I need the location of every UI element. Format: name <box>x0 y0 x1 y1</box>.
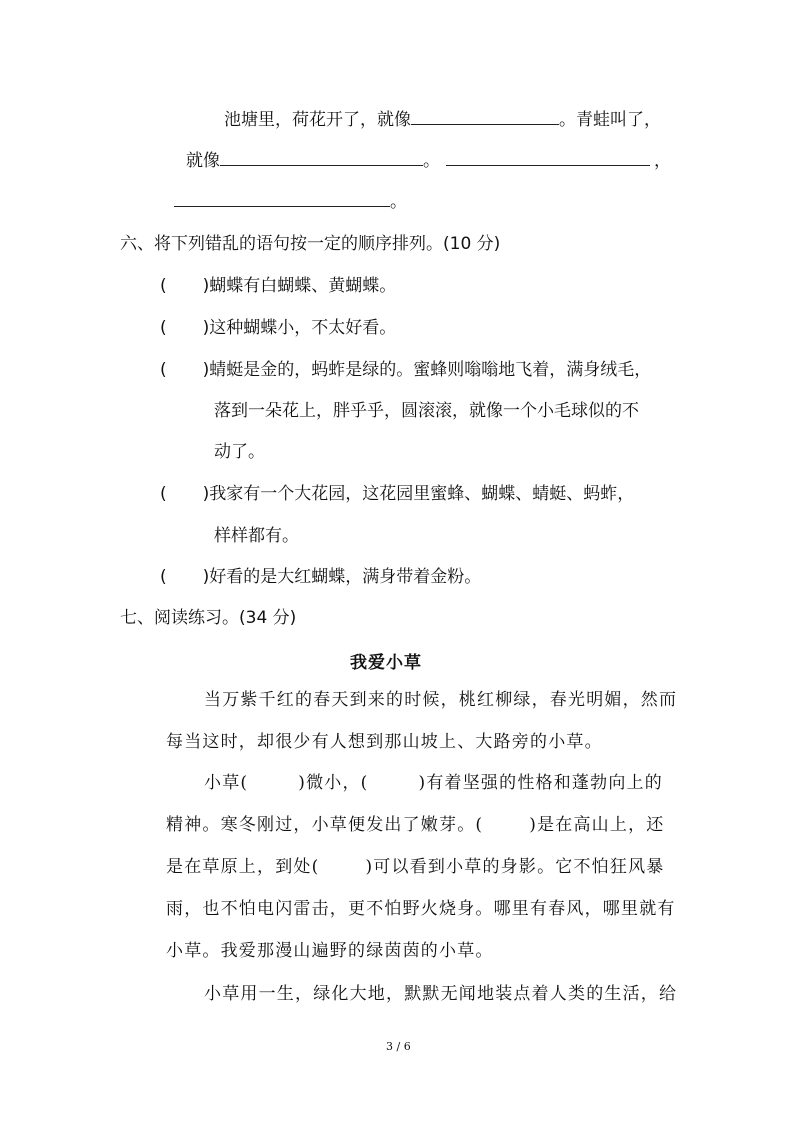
order-item-5 <box>160 565 481 589</box>
fill-line-2 <box>186 147 671 173</box>
article-line: 雨，也不怕电闪雷击，更不怕野火烧身。哪里有春风，哪里就有 <box>166 899 676 919</box>
answer-blank[interactable] <box>174 188 390 207</box>
order-item-text: 蜻蜓是金的，蚂蚱是绿的。蜜蜂则嗡嗡地飞着，满身绒毛， <box>209 360 652 380</box>
fill-text: 就像 <box>186 151 220 171</box>
order-answer-slot[interactable]: ( ) <box>160 567 210 587</box>
order-item-text: 这种蝴蝶小，不太好看。 <box>209 318 397 338</box>
article-line: 每当这时，却很少有人想到那山坡上、大路旁的小草。 <box>166 732 603 752</box>
fill-text: 。 <box>390 192 407 212</box>
order-item-4-cont1: 样样都有。 <box>214 526 299 546</box>
page-number: 3 / 6 <box>386 1040 411 1053</box>
answer-blank[interactable] <box>411 106 559 125</box>
order-answer-slot[interactable]: ( ) <box>160 318 210 338</box>
fill-line-3 <box>174 188 407 214</box>
order-item-text: 好看的是大红蝴蝶，满身带着金粉。 <box>209 567 482 587</box>
order-answer-slot[interactable]: ( ) <box>160 484 210 504</box>
article-line: 小草用一生，绿化大地，默默无闻地装点着人类的生活，给 <box>204 984 678 1004</box>
answer-blank[interactable] <box>220 147 423 166</box>
order-answer-slot[interactable]: ( ) <box>160 276 210 296</box>
order-item-3-cont1: 落到一朵花上，胖乎乎，圆滚滚，就像一个小毛球似的不 <box>214 401 639 421</box>
order-item-2 <box>160 316 396 340</box>
fill-line-1 <box>224 106 661 132</box>
article-line: 小草( )微小，( )有着坚强的性格和蓬勃向上的 <box>204 773 663 793</box>
article-line: 精神。寒冬刚过，小草便发出了嫩芽。( )是在高山上，还 <box>166 815 665 835</box>
fill-text: ， <box>654 151 671 171</box>
order-answer-slot[interactable]: ( ) <box>160 360 210 380</box>
order-item-3-cont2: 动了。 <box>214 442 265 462</box>
order-item-text: 蝴蝶有白蝴蝶、黄蝴蝶。 <box>209 276 397 296</box>
section7-heading: 七、阅读练习。(34 分) <box>120 608 297 628</box>
fill-text: 池塘里，荷花开了，就像 <box>224 110 411 130</box>
article-title: 我爱小草 <box>350 653 422 673</box>
section6-heading: 六、将下列错乱的语句按一定的顺序排列。(10 分) <box>120 234 501 254</box>
order-item-1 <box>160 274 396 298</box>
order-item-text: 我家有一个大花园，这花园里蜜蜂、蝴蝶、蜻蜓、蚂蚱， <box>209 484 635 504</box>
order-item-3 <box>160 358 651 382</box>
answer-blank[interactable] <box>446 147 650 166</box>
article-line: 是在草原上，到处( )可以看到小草的身影。它不怕狂风暴 <box>166 857 665 877</box>
article-line: 当万紫千红的春天到来的时候，桃红柳绿，春光明媚，然而 <box>204 690 678 710</box>
article-line: 小草。我爱那漫山遍野的绿茵茵的小草。 <box>166 941 494 961</box>
fill-text: 。 <box>423 151 440 171</box>
order-item-4 <box>160 482 634 506</box>
fill-text: 。青蛙叫了， <box>559 110 661 130</box>
